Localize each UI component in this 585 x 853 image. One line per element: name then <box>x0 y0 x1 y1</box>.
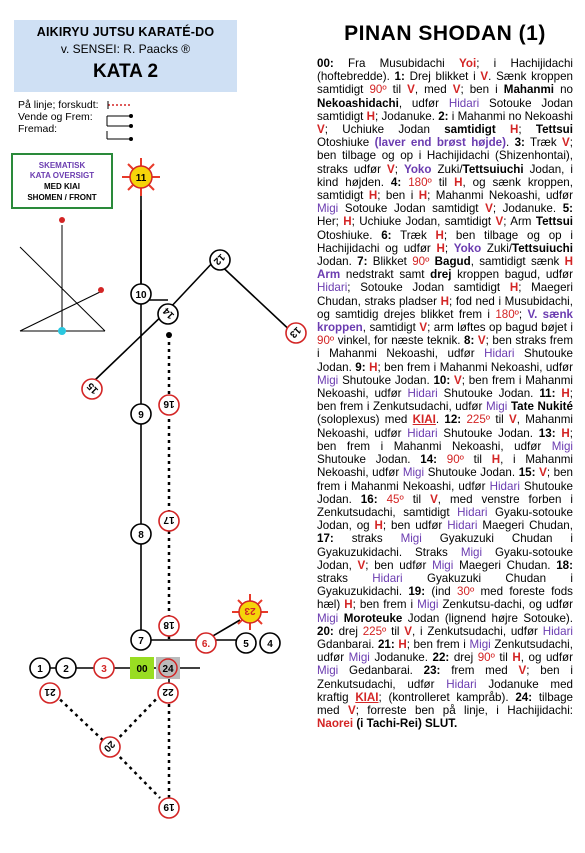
header-sensei: v. SENSEI: R. Paacks ® <box>60 42 191 56</box>
svg-text:4: 4 <box>267 639 273 650</box>
svg-text:12: 12 <box>211 251 227 267</box>
node-5 <box>236 633 256 653</box>
svg-text:23: 23 <box>244 605 256 616</box>
schematic-overview <box>12 154 112 335</box>
node-19 <box>159 798 179 818</box>
header-school: AIKIRYU JUTSU KARATÉ-DO <box>36 25 215 39</box>
node-20 <box>100 737 120 757</box>
svg-text:19: 19 <box>163 801 175 812</box>
svg-text:10: 10 <box>135 290 147 301</box>
page-title: PINAN SHODAN (1) <box>344 22 546 45</box>
schematic-line1: SKEMATISK <box>38 161 86 170</box>
node-14 <box>158 304 178 324</box>
kata-description: 00: Fra Musubidachi Yoi; i Hachijidachi (hoftebredde). 1: Drej blikket i V. Sænk kroppen samtidigt 90º til V, med V; ben i Mahanmi no Nekoashidachi, udfør Hidari Sotouke Jodan samtidigt H; Jodanuke. 2: i Mahanmi no Nekoashi V; Uchiuke Jodan samtidigt H; Tettsui Otoshiuke (laver end brøst højde). 3: Træk V; ben tilbage og op i Hachijidachi (Shizenhontai), straks udfør V; Yoko Zuki/Tettsuiuchi Jodan, i kind højden. 4: 180º til H, og sænk kroppen, samtidigt H; ben i H; Mahanmi Nekoashi, udfør Migi Sotouke Jodan samtidigt V; Jodanuke. 5: Her; H; Uchiuke Jodan, samtidigt V; Arm Tettsui Otoshiuke. 6: Træk H; ben tilbage og op i Hachijidachi og udfør H; Yoko Zuki/Tettsuiuchi Jodan. 7: Blikket 90º Bagud, samtidigt sænk H Arm nedstrakt samt drej kroppen bagud, udfør Hidari; Sotouke Jodan samtidigt H; Maegeri Chudan, straks pladser H; fod ned i Musubidachi, og samtidig drejes blikket frem i 180º; V. sænk kroppen, samtidigt V; arm løftes op bagud bøjet i 90º vinkel, for næste teknik. 8: V; ben straks frem i Mahanmi Nekoashi, udfør Hidari Shutouke Jodan. 9: H; ben frem i Mahanmi Nekoashi, udfør Migi Shutouke Jodan. 10: V; ben frem i Mahanmi Nekoashi, udfør Hidari Shutouke Jodan. 11: H; ben frem i Zenkutsudachi, udfør Migi Tate Nukité (soloplexus) med KIAI. 12: 225º til V, Mahanmi Nekoashi, udfør Hidari Shutouke Jodan. 13: H; ben frem i Mahanmi Nekoashi, udfør Migi Shutouke Jodan. 14: 90º til H, i Mahanmi Nekoashi, udfør Migi Shutouke Jodan. 15: V; ben frem i Mahanmi Nekoashi, udfør Hidari Shutouke Jodan. 16: 45º til V, med venstre forben i Zenkutsudachi, samtidigt Hidari Gyaku-sotouke Jodan, og H; ben udfør Hidari Maegeri Chudan, 17: straks Migi Gyakuzuki Chudan i Gyakuzukidachi. Straks Migi Gyaku-sotouke Jodan, V; ben udfør Migi Maegeri Chudan. 18: straks Hidari Gyakuzuki Chudan i Gyakuzukidachi. 19: (ind 30º med foreste fods hæl) H; ben frem i Migi Zenkutsu-dachi, og udfør Migi Moroteuke Jodan (lignend højre Sotouke). 20: drej 225º til V, i Zenkutsudachi, udfør Hidari Gdanbarai. 21: H; ben frem i Migi Zenkutsudachi, udfør Migi Jodanuke. 22: drej 90º til H, og udfør Migi Gedanbarai. 23: frem med V; ben i Zenkutsudachi, udfør Hidari Jodanuke med kraftig KIAI; (kontrolleret kampråb). 24: tilbage med V; forreste ben på linje, i Hachijidachi: Naorei (i Tachi-Rei) SLUT. <box>317 57 574 731</box>
schematic-line4: SHOMEN / FRONT <box>27 193 97 202</box>
node-2 <box>56 658 76 678</box>
node-13 <box>286 323 306 343</box>
node-23 <box>239 601 261 623</box>
svg-text:1: 1 <box>37 664 43 675</box>
svg-text:20: 20 <box>101 738 117 754</box>
svg-text:15: 15 <box>85 380 101 396</box>
node-11 <box>130 166 152 188</box>
svg-text:17: 17 <box>163 514 175 525</box>
node-7 <box>131 630 151 650</box>
svg-text:16: 16 <box>163 398 175 409</box>
svg-text:22: 22 <box>162 686 174 697</box>
node-8 <box>131 524 151 544</box>
header-kata: KATA 2 <box>92 61 159 82</box>
node-3 <box>94 658 114 678</box>
node-1 <box>30 658 50 678</box>
node-17 <box>159 511 179 531</box>
node-9 <box>131 404 151 424</box>
diagram-dashed-paths <box>50 335 169 800</box>
svg-text:13: 13 <box>287 324 303 340</box>
schematic-line3: MED KIAI <box>44 182 80 191</box>
svg-text:24: 24 <box>162 664 174 675</box>
svg-text:18: 18 <box>163 619 175 630</box>
node-12 <box>210 250 230 270</box>
svg-text:9: 9 <box>138 410 144 421</box>
svg-text:8: 8 <box>138 530 144 541</box>
node-4 <box>260 633 280 653</box>
node-10 <box>131 284 151 304</box>
legend-item-forward: Fremad: <box>18 123 58 135</box>
svg-text:11: 11 <box>135 173 147 184</box>
schematic-line2: KATA OVERSIGT <box>29 171 95 180</box>
node-15 <box>82 379 102 399</box>
node-00-start <box>130 657 154 679</box>
svg-text:7: 7 <box>138 636 144 647</box>
svg-text:21: 21 <box>44 686 56 697</box>
svg-text:3: 3 <box>101 664 107 675</box>
svg-text:00: 00 <box>136 664 148 675</box>
node-18 <box>159 616 179 636</box>
svg-text:2: 2 <box>63 664 69 675</box>
node-22 <box>158 683 178 703</box>
node-24-end <box>156 657 180 679</box>
legend-symbols <box>107 101 133 141</box>
svg-text:14: 14 <box>161 305 177 321</box>
legend-item-offset: På linje; forskudt: <box>18 99 99 111</box>
node-6 <box>196 633 216 653</box>
svg-text:6.: 6. <box>201 639 211 650</box>
node-21 <box>40 683 60 703</box>
node-16 <box>159 395 179 415</box>
legend-item-turn: Vende og Frem: <box>18 111 93 123</box>
svg-text:5: 5 <box>243 639 249 650</box>
